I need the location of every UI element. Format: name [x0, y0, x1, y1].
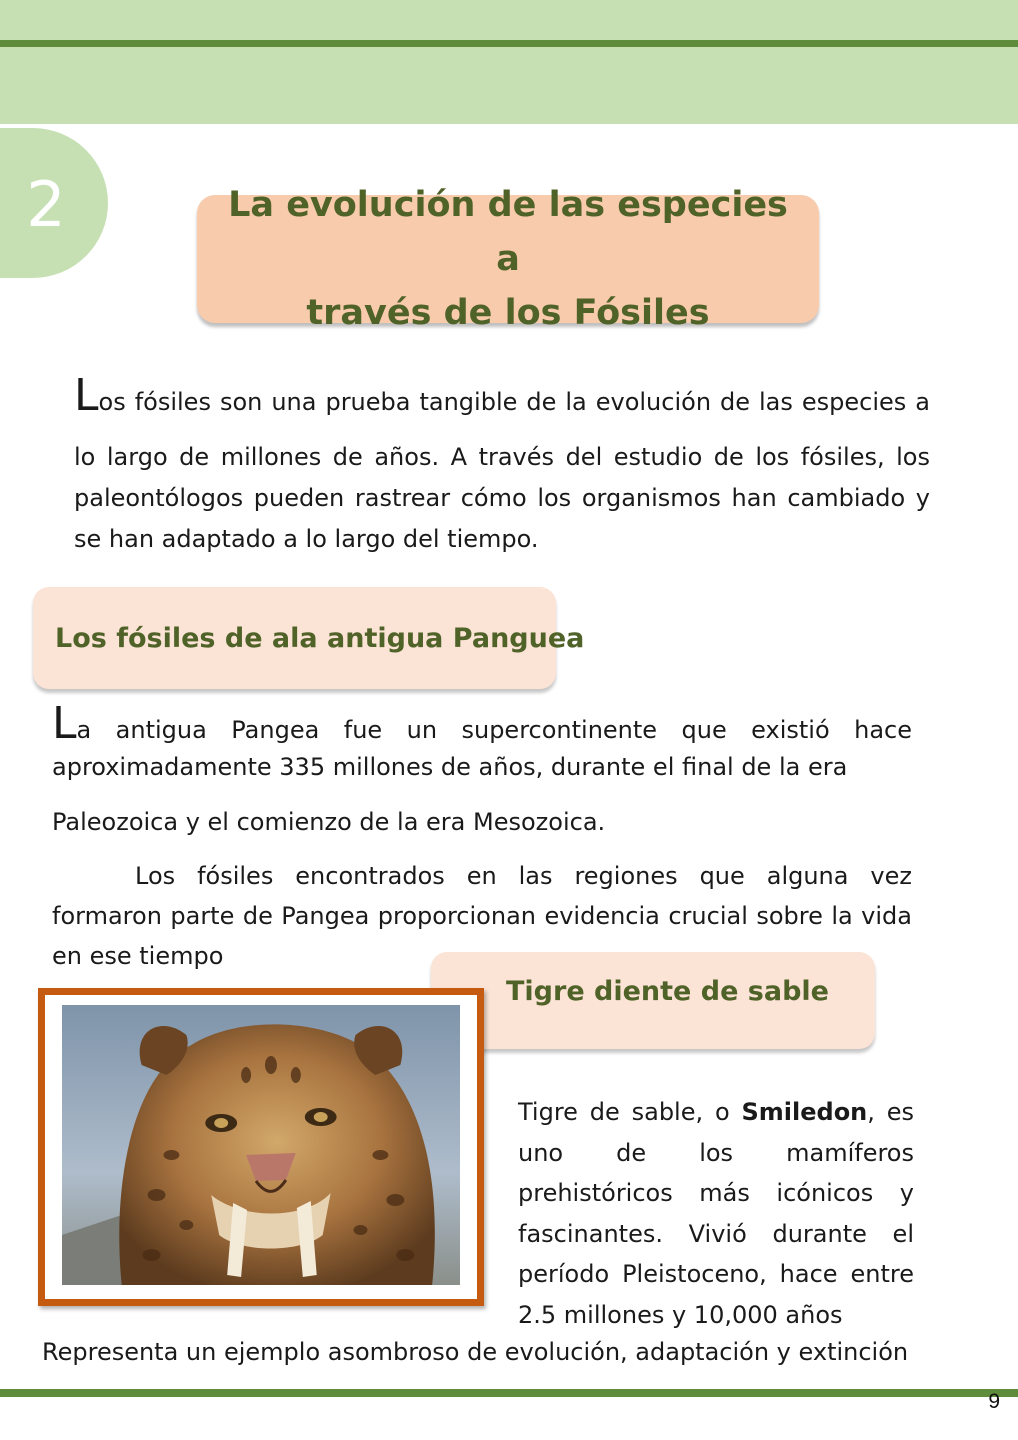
section-heading-box-pangea [33, 587, 585, 689]
section-heading-tiger: Tigre diente de sable [506, 976, 829, 1007]
intro-paragraph: lo largo de millones de años. A través del estudio de los fósiles, los paleontólogos pueden rastrear cómo los organismos han cambiado y se han adaptado a lo largo del tiempo. [74, 443, 930, 553]
pangea-paragraph-line-3: Paleozoica y el comienzo de la era Mesozoica. [52, 808, 606, 836]
tiger-species-name: Smiledon [741, 1098, 868, 1126]
footer-rule [0, 1389, 1018, 1397]
pangea-line-1-text: a antigua Pangea fue un supercontinente que existió hace [76, 716, 912, 744]
tiger-paragraph [518, 1092, 914, 1335]
chapter-title-box [197, 185, 819, 333]
tiger-photo-frame [38, 988, 484, 1306]
chapter-title [228, 178, 788, 340]
pangea-fossils-text: Los fósiles encontrados en las regiones que alguna vez formaron parte de Pangea proporcionan evidencia crucial sobre la vida en ese tiempo [52, 862, 912, 970]
chapter-number: 2 [26, 168, 66, 241]
tiger-photo [45, 995, 477, 1299]
section-heading-pangea: Los fósiles de ala antigua Panguea [55, 622, 585, 654]
section-heading-box-tiger [431, 952, 875, 1049]
header-rule [0, 40, 1018, 47]
tiger-text-after: , es uno de los mamíferos prehistóricos más icónicos y fascinantes. Vivió durante el período Pleistoceno, hace entre 2.5 millones y 10,000 años [518, 1098, 915, 1329]
intro-drop-cap: L [74, 370, 99, 421]
intro-first-line [74, 370, 930, 426]
page-number: 9 [988, 1390, 1000, 1413]
chapter-title-line-1: La evolución de las especies a [228, 185, 788, 279]
header-band [0, 0, 1018, 124]
closing-sentence: Representa un ejemplo asombroso de evolución, adaptación y extinción [42, 1338, 909, 1366]
tiger-text-before: Tigre de sable, o [518, 1098, 742, 1126]
saber-tooth-tiger-image [62, 1005, 460, 1285]
intro-first-line-text: os fósiles son una prueba tangible de la evolución de las especies a [98, 388, 930, 416]
pangea-drop-cap: L [52, 698, 77, 749]
pangea-paragraph-line-2: aproximadamente 335 millones de años, durante el final de la era [52, 753, 848, 781]
pangea-paragraph-line-1 [52, 698, 912, 749]
chapter-title-line-2: través de los Fósiles [306, 293, 710, 333]
